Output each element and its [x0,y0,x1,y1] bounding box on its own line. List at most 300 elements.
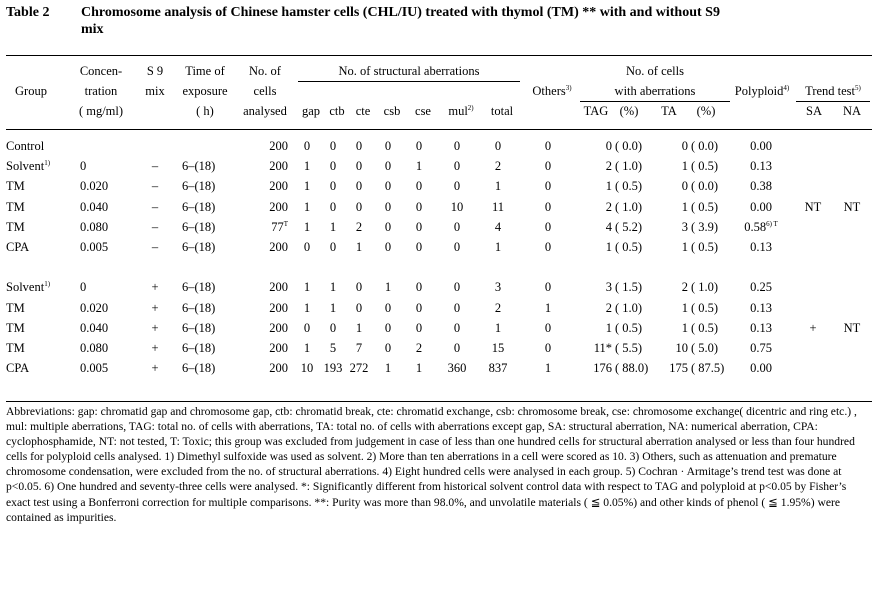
cell-cse [404,136,434,156]
cell-group [6,237,66,257]
cell-conc [66,358,136,378]
cell-s9-value: – [151,159,159,174]
cell-tagp-value: ( 1.0) [615,300,643,315]
cell-csb-value: 0 [384,139,392,154]
cell-ctb-value: 0 [329,159,337,174]
cell-cse-value: 1 [415,361,423,376]
header-conc-2: tration [84,84,118,98]
cell-cse-value: 0 [415,240,423,255]
cell-csb-value: 0 [384,320,392,335]
cell-cse [404,358,434,378]
cell-sa [794,197,832,217]
table-row [6,298,872,318]
cell-total-value: 3 [494,280,502,295]
cell-cte [346,237,372,257]
cell-poly-value: 0.13 [750,240,772,255]
cell-cte-value: 2 [355,219,363,234]
cell-tap-value: ( 0.5) [691,199,719,214]
cell-tagp-value: ( 5.5) [615,340,643,355]
cell-s9-value: – [151,199,159,214]
header-mul-text: mul [448,104,468,118]
table-row [6,217,872,237]
header-mul-note: 2) [467,103,474,112]
cell-tagp [612,176,650,196]
cell-conc-value: 0 [80,159,87,174]
cell-others [516,237,580,257]
cell-na [832,156,872,176]
cell-na [832,237,872,257]
cell-ta [650,136,688,156]
header-s9-2: mix [145,84,165,98]
cell-na [832,318,872,338]
cell-poly-value: 0.58 [744,219,767,234]
cell-time-value: 6–(18) [182,300,216,315]
cell-tap-value: ( 0.0) [691,139,719,154]
cell-conc-value: 0.005 [80,240,109,255]
cell-ctb [320,298,346,318]
cell-others-value: 1 [544,300,552,315]
cell-cse-value: 2 [415,340,423,355]
cell-total [480,136,516,156]
cell-ta [650,318,688,338]
cell-tagp-value: ( 0.5) [615,240,643,255]
cell-ctb-value: 0 [329,179,337,194]
cell-tagp-value: ( 1.0) [615,199,643,214]
header-gap: gap [301,104,321,118]
cell-cells-value: 200 [269,179,288,194]
cell-cse [404,156,434,176]
cell-conc-value: 0.040 [80,320,109,335]
cell-cells [236,318,294,338]
header-cells-3: analysed [243,104,287,118]
header-polyploid-note: 4) [783,83,790,92]
cell-cse-value: 0 [415,320,423,335]
header-ta: TA [661,104,677,118]
cell-tagp [612,277,650,297]
cell-group [6,298,66,318]
cell-others-value: 0 [544,159,552,174]
header-cells-2: cells [253,84,277,98]
cell-csb [372,338,404,358]
cell-poly [728,298,794,318]
cell-others [516,197,580,217]
cell-tag [580,338,612,358]
cell-gap [294,318,320,338]
cell-cells-value: 200 [269,139,288,154]
cell-na [832,217,872,237]
cell-cse [404,318,434,338]
header-cte: cte [355,104,371,118]
cell-conc [66,237,136,257]
cell-csb-value: 0 [384,199,392,214]
cell-cte [346,197,372,217]
cell-group-value: Solvent [6,280,45,295]
cell-cte-value: 1 [355,240,363,255]
cell-tagp-value: ( 5.2) [615,219,643,234]
cell-na [832,277,872,297]
cell-cse-value: 1 [415,159,423,174]
cell-ctb [320,217,346,237]
cell-s9 [136,237,174,257]
cell-cte [346,358,372,378]
cell-cells [236,358,294,378]
cell-mul [434,338,480,358]
cell-na [832,358,872,378]
cell-poly [728,277,794,297]
header-conc-1: Concen- [79,64,123,78]
cell-tagp-value: ( 0.0) [615,139,643,154]
cell-gap-value: 1 [303,179,311,194]
cell-ta-value: 175 [669,361,688,376]
cell-time [174,197,236,217]
cell-poly-value: 0.25 [750,280,772,295]
cell-poly-value: 0.13 [750,159,772,174]
cell-conc-value: 0.005 [80,361,109,376]
header-withab-2: with aberrations [580,81,730,102]
cell-mul-value: 0 [453,159,461,174]
cell-cse [404,298,434,318]
header-others [520,81,584,101]
cell-total-value: 2 [494,159,502,174]
cell-ctb-value: 5 [329,340,337,355]
spacer-cell [6,257,872,277]
table-row [6,237,872,257]
cell-others [516,136,580,156]
cell-cse [404,237,434,257]
cell-csb [372,156,404,176]
cell-group [6,176,66,196]
cell-ta [650,298,688,318]
cell-sa-value: NT [804,199,822,214]
cell-total [480,338,516,358]
cell-poly-value: 0.38 [750,179,772,194]
cell-tap [688,338,728,358]
header-sa: SA [806,104,822,118]
cell-cte-value: 0 [355,179,363,194]
cell-ctb-value: 0 [329,139,337,154]
cell-s9-value: – [151,219,159,234]
cell-cse-value: 0 [415,300,423,315]
header-structural: No. of structural aberrations [298,61,520,82]
cell-ctb-value: 0 [329,240,337,255]
cell-s9 [136,318,174,338]
table-row [6,277,872,297]
cell-gap-value: 10 [300,361,314,376]
cell-cse-value: 0 [415,139,423,154]
table-row [6,156,872,176]
cell-conc [66,277,136,297]
cell-poly-value: 0.13 [750,300,772,315]
cell-time [174,298,236,318]
cell-sa [794,298,832,318]
cell-tag [580,277,612,297]
cell-mul [434,156,480,176]
cell-cte-value: 272 [349,361,369,376]
cell-tag-value: 2 [605,199,612,214]
cell-tag-value: 2 [605,159,612,174]
cell-mul-value: 0 [453,179,461,194]
cell-total [480,176,516,196]
cell-tagp-value: ( 88.0) [615,361,649,376]
header-trend-note: 5) [855,83,861,92]
cell-cells [236,197,294,217]
cell-cse [404,197,434,217]
cell-ta-value: 1 [681,240,688,255]
cell-total [480,298,516,318]
cell-ctb-value: 193 [323,361,343,376]
cell-mul [434,358,480,378]
cell-total [480,318,516,338]
cell-time-value: 6–(18) [182,179,216,194]
cell-others-value: 0 [544,280,552,295]
cell-cells-value: 200 [269,199,288,214]
cell-sa [794,338,832,358]
cell-cells [236,176,294,196]
cell-sa-value: + [809,320,817,335]
cell-ctb-value: 0 [329,199,337,214]
cell-cte [346,136,372,156]
cell-ta [650,358,688,378]
cell-cte [346,277,372,297]
cell-mul-value: 360 [447,361,467,376]
cell-others-value: 0 [544,320,552,335]
cell-tap [688,156,728,176]
cell-ta [650,176,688,196]
cell-ta-value: 2 [681,280,688,295]
cell-mul [434,176,480,196]
cell-csb-value: 1 [384,280,392,295]
cell-na [832,176,872,196]
cell-cells-value: 200 [269,320,288,335]
cell-conc-value: 0 [80,280,87,295]
cell-others-value: 0 [544,340,552,355]
table-row [6,338,872,358]
cell-others-value: 0 [544,139,552,154]
cell-na [832,197,872,217]
cell-tagp [612,156,650,176]
cell-ta [650,277,688,297]
cell-ta-value: 1 [681,300,688,315]
cell-csb [372,277,404,297]
cell-conc [66,197,136,217]
cell-cte [346,338,372,358]
table-row [6,197,872,217]
cell-sa [794,136,832,156]
cell-csb [372,136,404,156]
cell-sa [794,217,832,237]
cell-tag [580,136,612,156]
cell-time [174,136,236,156]
cell-group [6,318,66,338]
cell-tap-value: ( 5.0) [691,340,719,355]
cell-time-value: 6–(18) [182,199,216,214]
cell-time-value: 6–(18) [182,340,216,355]
cell-total [480,237,516,257]
cell-gap [294,217,320,237]
cell-cse-value: 0 [415,219,423,234]
cell-group-value: TM [6,320,25,335]
cell-ctb-value: 1 [329,219,337,234]
cell-cte-value: 0 [355,300,363,315]
cell-tag [580,318,612,338]
cell-time [174,156,236,176]
cell-s9 [136,136,174,156]
cell-tag [580,217,612,237]
cell-ta-value: 0 [681,139,688,154]
cell-gap-value: 1 [303,300,311,315]
cell-csb [372,237,404,257]
cell-s9 [136,197,174,217]
cell-cte-value: 1 [355,320,363,335]
cell-poly-value: 0.13 [750,320,772,335]
cell-cells [236,338,294,358]
cell-cse-value: 0 [415,179,423,194]
cell-cells [236,237,294,257]
cell-na [832,338,872,358]
cell-time [174,217,236,237]
cell-tagp [612,217,650,237]
cell-tap-value: ( 3.9) [691,219,719,234]
header-cells-1: No. of [249,64,281,78]
cell-others [516,298,580,318]
cell-csb-value: 0 [384,179,392,194]
cell-gap [294,298,320,318]
cell-ta-value: 0 [681,179,688,194]
cell-ctb-value: 1 [329,280,337,295]
cell-mul-value: 0 [453,139,461,154]
cell-group-value: CPA [6,240,30,255]
cell-ctb [320,197,346,217]
cell-tagp [612,237,650,257]
cell-csb-value: 0 [384,240,392,255]
cell-na [832,136,872,156]
cell-others [516,176,580,196]
cell-csb-value: 1 [384,361,392,376]
cell-mul [434,318,480,338]
cell-gap [294,176,320,196]
cell-conc-value: 0.040 [80,199,109,214]
cell-total [480,277,516,297]
cell-group-value: CPA [6,361,30,376]
cell-tagp-value: ( 0.5) [615,320,643,335]
cell-tag-value: 1 [605,240,612,255]
cell-cte-value: 0 [355,199,363,214]
cell-cte-value: 0 [355,280,363,295]
cell-poly-note: 6) T [766,219,778,228]
cell-time-value: 6–(18) [182,320,216,335]
cell-csb [372,176,404,196]
cell-mul-value: 0 [453,219,461,234]
header-tag: TAG [583,104,609,118]
cell-mul [434,217,480,237]
cell-mul [434,197,480,217]
cell-others [516,156,580,176]
cell-tap-value: ( 0.5) [691,300,719,315]
cell-group-value: TM [6,179,25,194]
cell-tap-value: ( 87.5) [691,361,725,376]
cell-group [6,277,66,297]
header-time-3: ( h) [196,104,214,118]
cell-total [480,156,516,176]
cell-cells [236,217,294,237]
cell-others [516,277,580,297]
cell-cse [404,338,434,358]
cell-cells-value: 200 [269,300,288,315]
header-others-text: Others [532,84,566,98]
cell-time [174,176,236,196]
header-mul [438,101,484,121]
header-ta-pct: (%) [696,104,716,118]
cell-gap-value: 1 [303,199,311,214]
cell-cse [404,176,434,196]
cell-tagp-value: ( 1.5) [615,280,643,295]
cell-ta-value: 1 [681,199,688,214]
header-rule [6,129,872,130]
cell-tap [688,217,728,237]
header-tag-pct: (%) [619,104,639,118]
cell-total-value: 0 [494,139,502,154]
cell-ctb-value: 0 [329,320,337,335]
cell-poly [728,338,794,358]
header-na: NA [842,104,862,118]
cell-tag-value: 176 [593,361,612,376]
cell-cte [346,318,372,338]
cell-conc [66,298,136,318]
cell-conc-value: 0.020 [80,300,109,315]
cell-na [832,298,872,318]
cell-cte [346,217,372,237]
title-line-1: Chromosome analysis of Chinese hamster cells (CHL/IU) treated with thymol (TM) ** with and without S9 [81,5,720,20]
cell-poly [728,176,794,196]
cell-cte [346,298,372,318]
cell-tap-value: ( 1.0) [691,280,719,295]
cell-others-value: 1 [544,361,552,376]
cell-gap [294,277,320,297]
cell-others [516,338,580,358]
cell-gap [294,358,320,378]
cell-cells-note: T [283,219,288,228]
cell-mul [434,136,480,156]
cell-gap-value: 1 [303,219,311,234]
cell-ta [650,197,688,217]
cell-others [516,318,580,338]
cell-s9 [136,156,174,176]
data-table [6,136,872,378]
cell-na-value: NT [843,199,861,214]
table-row [6,358,872,378]
cell-cse-value: 0 [415,199,423,214]
header-group: Group [15,84,47,98]
top-rule [6,55,872,56]
cell-tap [688,197,728,217]
table-title [6,4,872,38]
cell-tap [688,136,728,156]
cell-tagp [612,197,650,217]
header-time-1: Time of [185,64,225,78]
cell-total-value: 2 [494,300,502,315]
cell-s9 [136,298,174,318]
cell-cte [346,176,372,196]
cell-na-value: NT [843,320,861,335]
cell-conc-value: 0.080 [80,219,109,234]
cell-gap [294,237,320,257]
cell-tag-value: 2 [605,300,612,315]
cell-poly [728,237,794,257]
cell-group [6,338,66,358]
cell-tap-value: ( 0.5) [691,320,719,335]
cell-gap [294,197,320,217]
cell-poly-value: 0.00 [750,361,772,376]
